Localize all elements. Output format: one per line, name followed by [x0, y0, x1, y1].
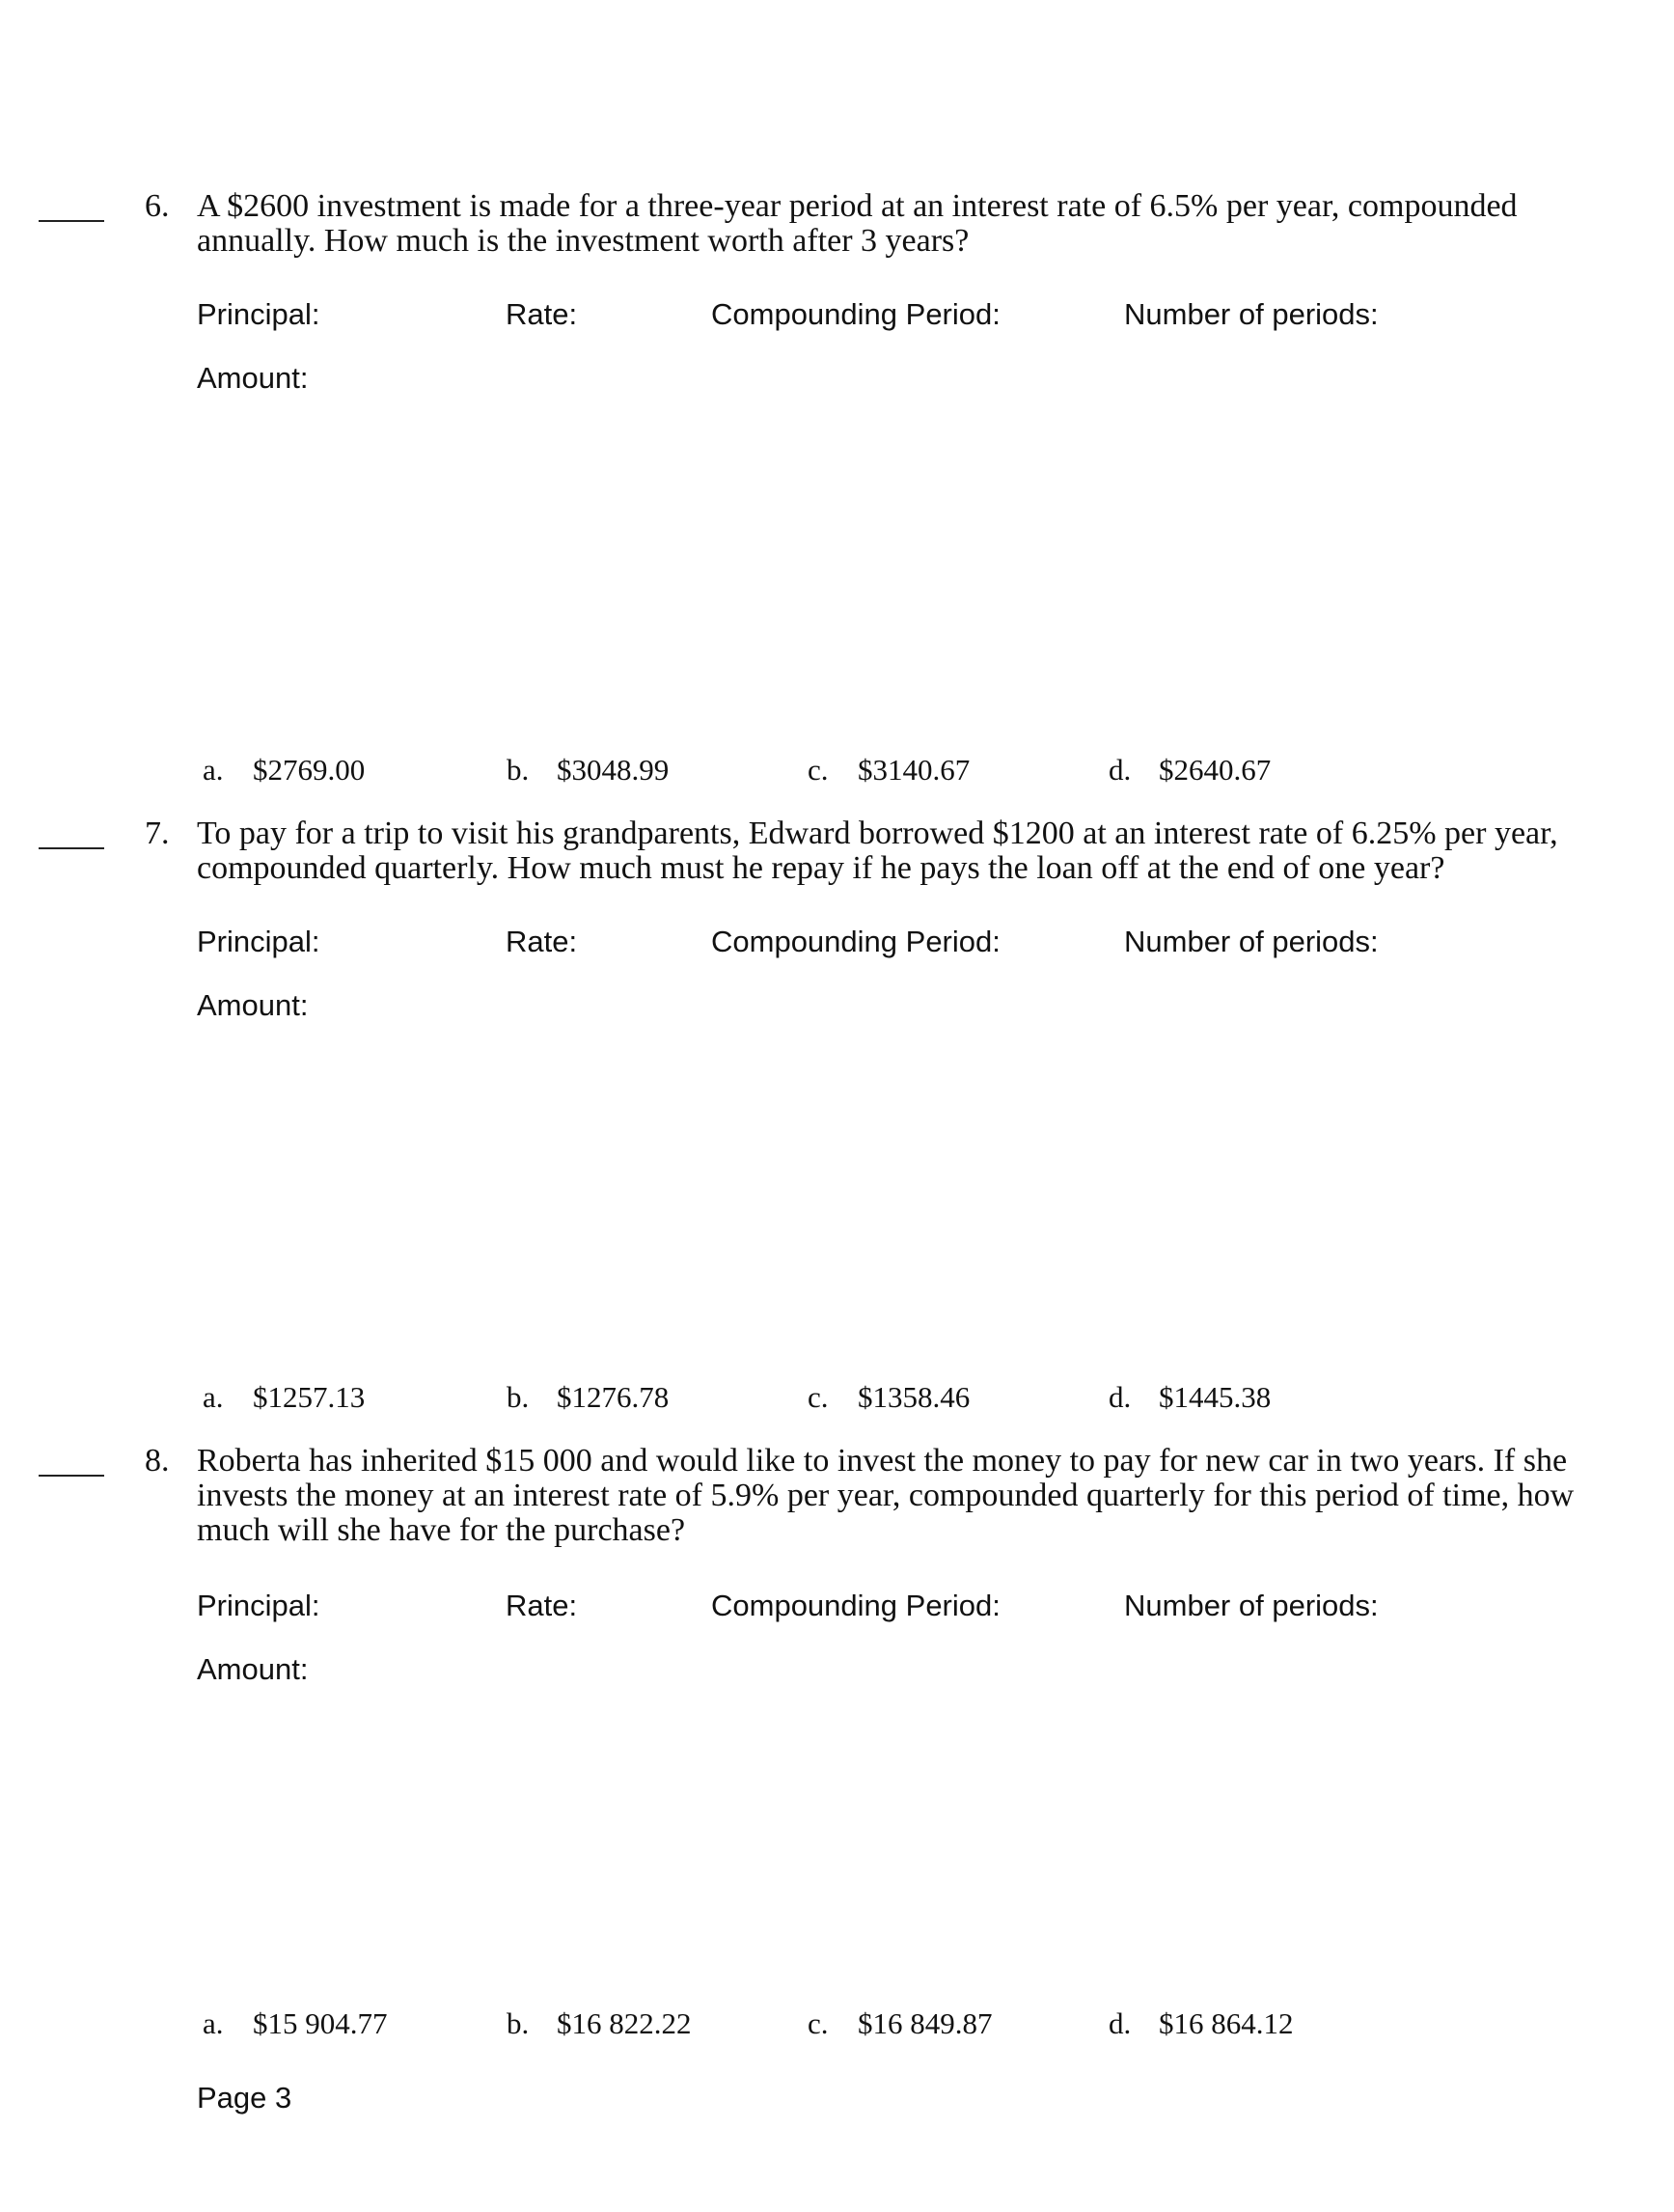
- option-letter: c.: [808, 1380, 829, 1414]
- option-value: $1445.38: [1159, 1380, 1272, 1414]
- option-value: $1257.13: [253, 1380, 366, 1414]
- question-line: Roberta has inherited $15 000 and would like to invest the money to pay for new car in two years. If she: [197, 1443, 1568, 1479]
- option-letter: a.: [203, 753, 224, 787]
- option-value: $3140.67: [858, 753, 971, 787]
- number-of-periods-label: Number of periods:: [1124, 297, 1379, 331]
- option-letter: b.: [507, 753, 530, 787]
- compounding-period-label: Compounding Period:: [711, 925, 1001, 958]
- question-number: 7.: [145, 816, 170, 851]
- option-letter: a.: [203, 2006, 224, 2040]
- amount-label: Amount:: [197, 1652, 309, 1686]
- number-of-periods-label: Number of periods:: [1124, 1589, 1379, 1622]
- rate-label: Rate:: [506, 925, 578, 958]
- option-a[interactable]: [203, 2006, 388, 2041]
- question-text-q7: [197, 816, 1558, 886]
- amount-label: Amount:: [197, 988, 309, 1022]
- option-value: $1276.78: [557, 1380, 670, 1414]
- compounding-period-label: Compounding Period:: [711, 1589, 1001, 1622]
- rate-label: Rate:: [506, 297, 578, 331]
- question-text-q6: [197, 189, 1548, 259]
- option-a[interactable]: [203, 1380, 365, 1415]
- question-line: compounded quarterly. How much must he repay if he pays the loan off at the end of one year?: [197, 850, 1445, 886]
- question-line: To pay for a trip to visit his grandparents, Edward borrowed $1200 at an interest rate of 6.25% per year,: [197, 816, 1558, 851]
- option-value: $3048.99: [557, 753, 670, 787]
- question-line: much will she have for the purchase?: [197, 1512, 686, 1548]
- option-letter: c.: [808, 753, 829, 787]
- option-c[interactable]: [808, 2006, 993, 2041]
- compounding-period-label: Compounding Period:: [711, 297, 1001, 331]
- question-line: A $2600 investment is made for a three-year period at an interest rate of 6.5% per year, compounded: [197, 188, 1518, 224]
- question-line: invests the money at an interest rate of 5.9% per year, compounded quarterly for this period of time, how: [197, 1478, 1575, 1513]
- option-letter: d.: [1109, 753, 1132, 787]
- option-value: $16 864.12: [1159, 2006, 1294, 2040]
- question-number: 8.: [145, 1443, 170, 1479]
- option-c[interactable]: [808, 1380, 970, 1415]
- principal-label: Principal:: [197, 925, 320, 958]
- option-value: $15 904.77: [253, 2006, 388, 2040]
- option-letter: d.: [1109, 1380, 1132, 1414]
- option-value: $2640.67: [1159, 753, 1272, 787]
- principal-label: Principal:: [197, 1589, 320, 1622]
- option-letter: d.: [1109, 2006, 1132, 2040]
- option-letter: b.: [507, 1380, 530, 1414]
- number-of-periods-label: Number of periods:: [1124, 925, 1379, 958]
- question-line: annually. How much is the investment worth after 3 years?: [197, 223, 970, 259]
- answer-blank-q7[interactable]: [39, 847, 104, 849]
- question-text-q8: [197, 1443, 1575, 1548]
- option-letter: a.: [203, 1380, 224, 1414]
- option-value: $16 822.22: [557, 2006, 692, 2040]
- amount-label: Amount:: [197, 361, 309, 395]
- principal-label: Principal:: [197, 297, 320, 331]
- option-letter: c.: [808, 2006, 829, 2040]
- question-number: 6.: [145, 188, 170, 224]
- option-value: $2769.00: [253, 753, 366, 787]
- option-b[interactable]: [507, 1380, 669, 1415]
- option-value: $1358.46: [858, 1380, 971, 1414]
- option-letter: b.: [507, 2006, 530, 2040]
- option-a[interactable]: [203, 753, 365, 788]
- option-value: $16 849.87: [858, 2006, 993, 2040]
- option-b[interactable]: [507, 2006, 692, 2041]
- option-d[interactable]: [1109, 753, 1271, 788]
- option-d[interactable]: [1109, 2006, 1294, 2041]
- option-c[interactable]: [808, 753, 970, 788]
- option-b[interactable]: [507, 753, 669, 788]
- answer-blank-q6[interactable]: [39, 220, 104, 222]
- option-d[interactable]: [1109, 1380, 1271, 1415]
- answer-blank-q8[interactable]: [39, 1475, 104, 1477]
- page-number: Page 3: [197, 2081, 292, 2115]
- rate-label: Rate:: [506, 1589, 578, 1622]
